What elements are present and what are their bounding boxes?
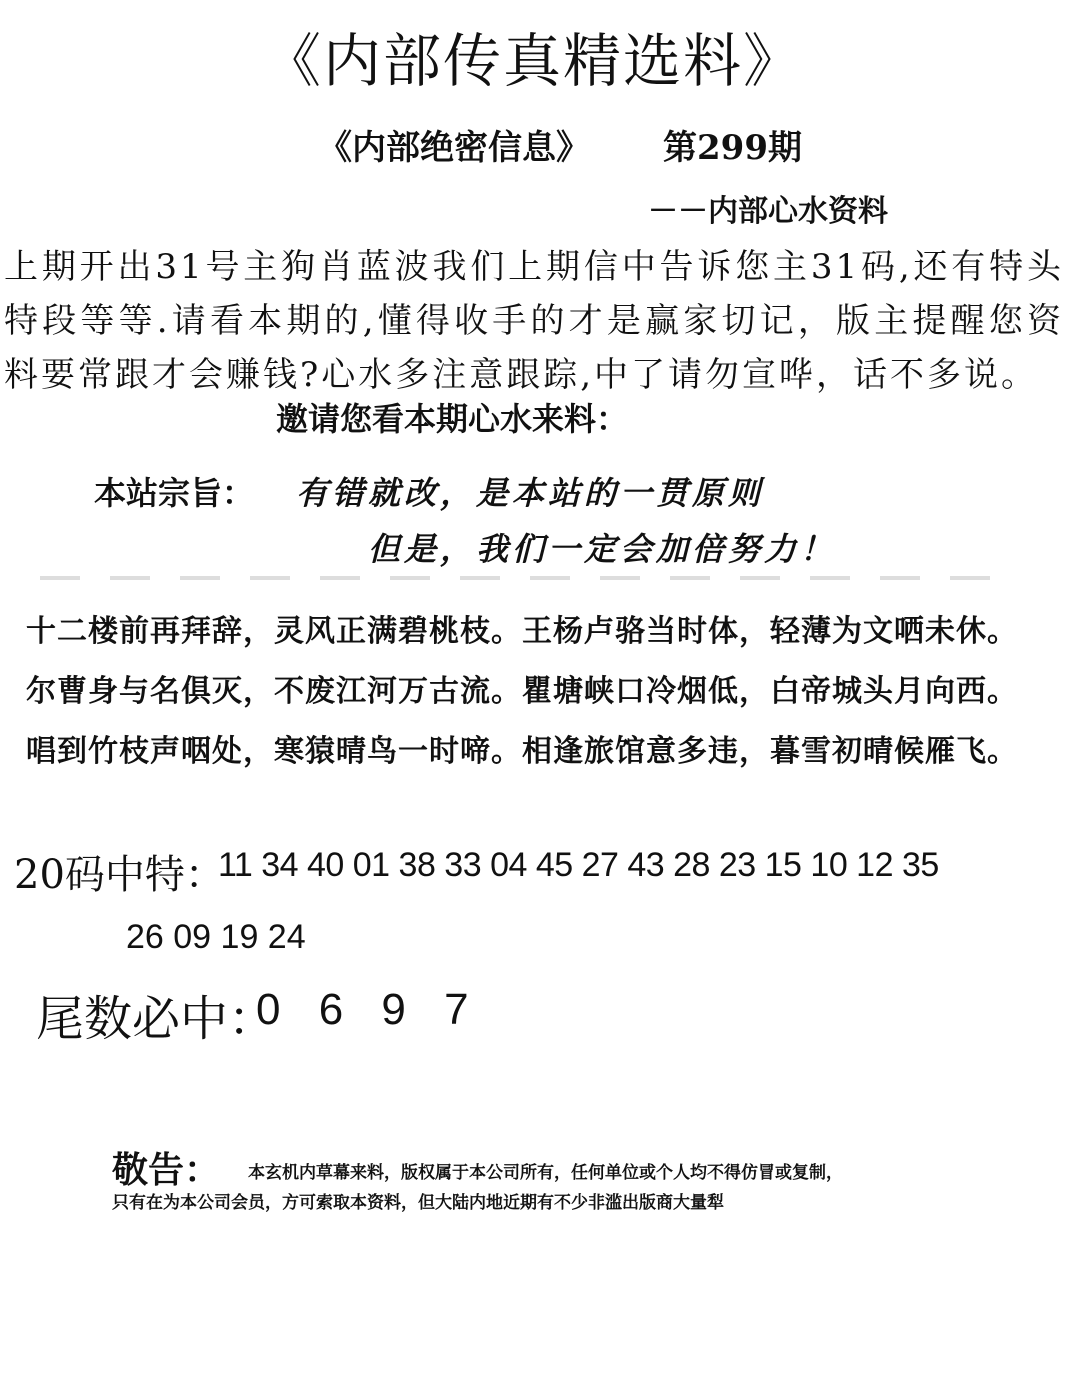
page-title: 《内部传真精选料》 [262,27,803,95]
motto-line-2: 但是，我们一定会加倍努力！ [368,530,837,568]
poem-line: 十二楼前再拜辞，灵风正满碧桃枝。王杨卢骆当时体，轻薄为文哂未休。 [26,614,1018,649]
invite-text: 邀请您看本期心水来料： [276,400,629,438]
notice-line-2: 只有在为本公司会员，方可索取本资料，但大陆内地近期有不少非滥出版商大量犁 [112,1193,724,1213]
poem-line: 尔曹身与名俱灭，不废江河万古流。瞿塘峡口冷烟低，白帝城头月向西。 [26,674,1018,709]
notice-label: 敬告： [112,1149,221,1191]
motto-label: 本站宗旨： [94,474,255,512]
numbers-line-2: 26 09 19 24 [126,918,306,956]
subtitle: 《内部绝密信息》 [318,128,590,168]
numbers-label: 20码中特： [14,852,225,898]
issue-number: 第299期 [663,128,802,168]
tail-label: 尾数必中： [36,991,277,1047]
notice-line-1: 本玄机内草幕来料，版权属于本公司所有，任何单位或个人均不得仿冒或复制， [248,1163,843,1183]
byline: －－内部心水资料 [648,194,888,229]
poem-line: 唱到竹枝声咽处，寒猿晴鸟一时啼。相逢旅馆意多违，暮雪初晴候雁飞。 [26,734,1018,769]
motto-line-1: 有错就改，是本站的一贯原则 [296,474,765,512]
tail-values: 0 6 9 7 [256,985,469,1034]
intro-paragraph: 上期开出31号主狗肖蓝波我们上期信中告诉您主31码,还有特头特段等等.请看本期的,懂得收手的才是赢家切记，版主提醒您资料要常跟才会赚钱?心水多注意跟踪,中了请勿宣哗，话不多说。 [4,247,1064,395]
divider [40,576,1000,580]
numbers-line-1: 11 34 40 01 38 33 04 45 27 43 28 23 15 10 12 35 [218,846,939,884]
